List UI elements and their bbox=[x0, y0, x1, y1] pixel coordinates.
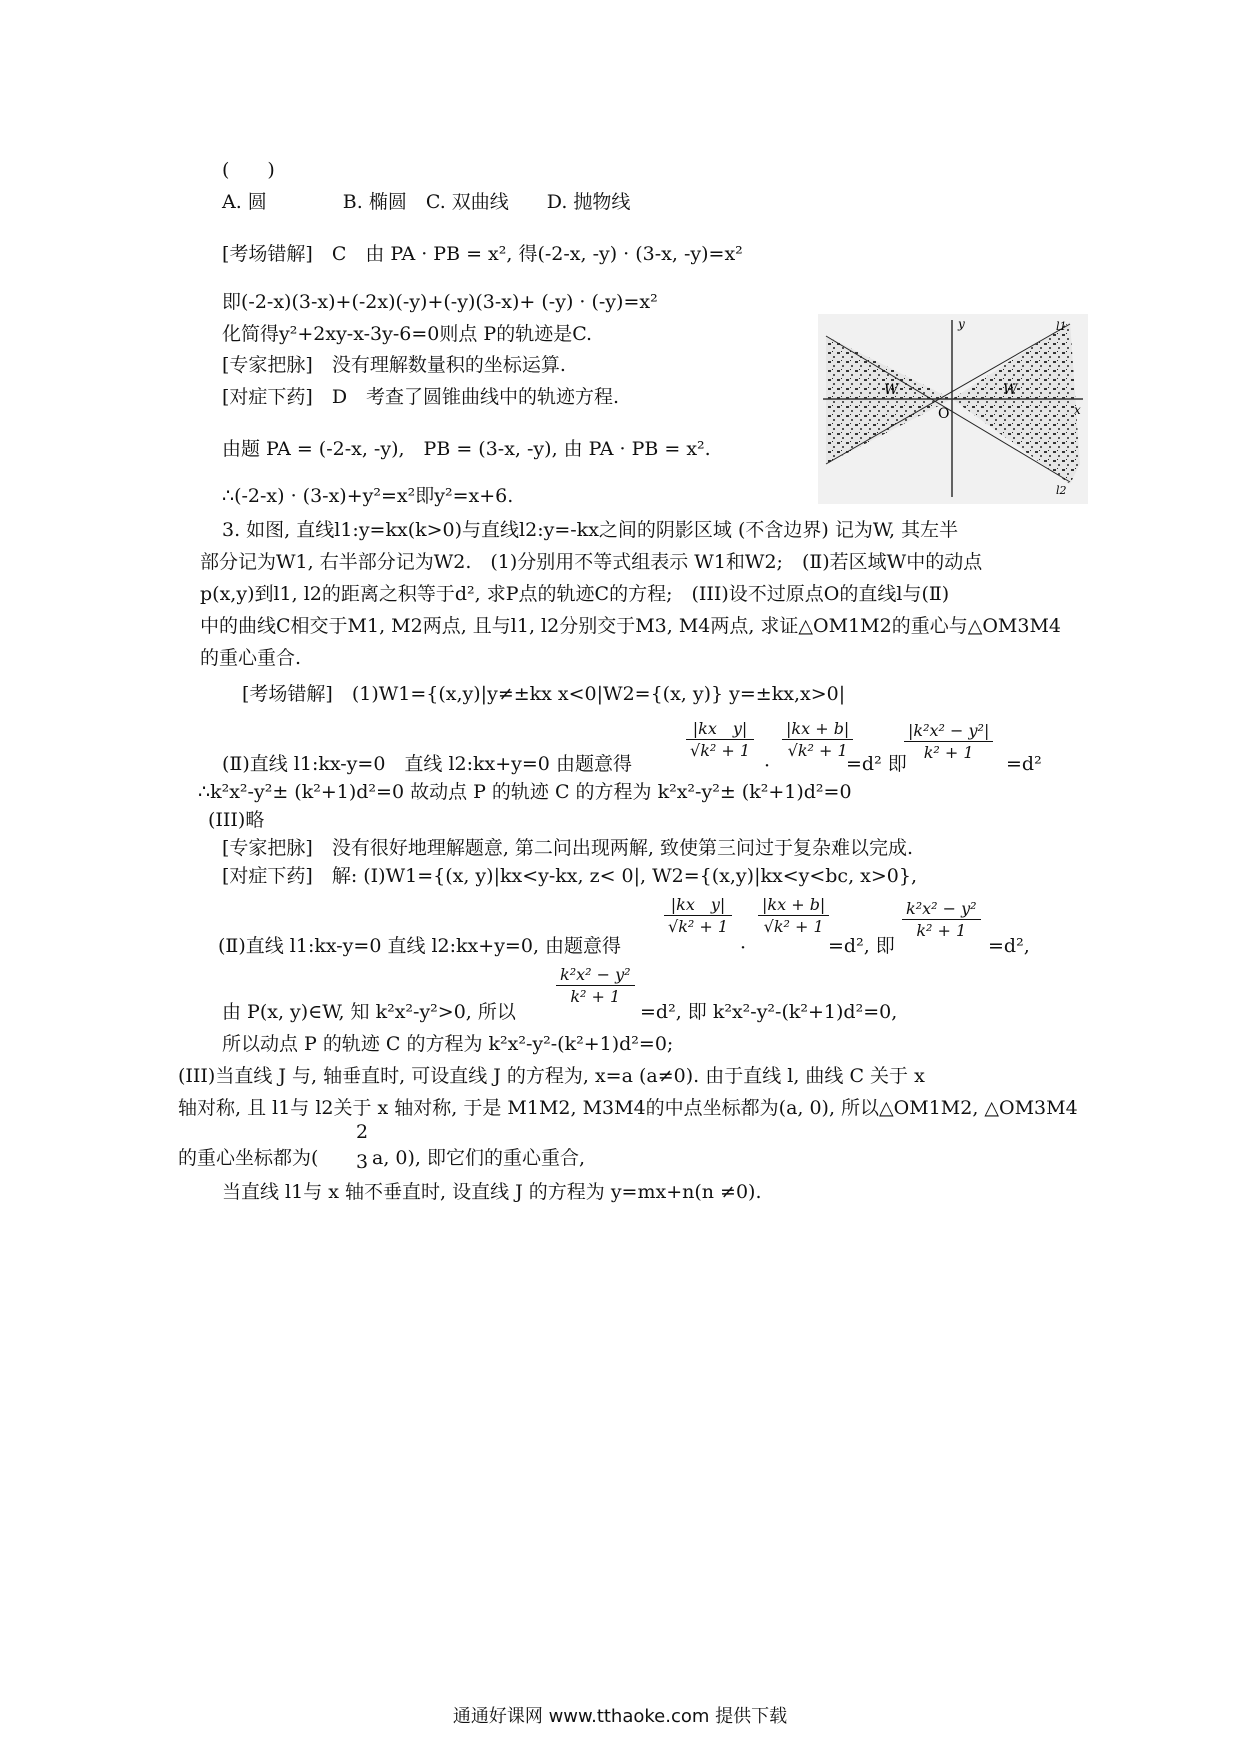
dot-1: · bbox=[764, 755, 771, 777]
fraction-4 bbox=[664, 896, 732, 936]
cure-equals-2: =d², bbox=[988, 935, 1030, 957]
cure-line-4: 所以动点 P 的轨迹 C 的方程为 k²x²-y²-(k²+1)d²=0; bbox=[222, 1033, 674, 1055]
fraction-2 bbox=[782, 720, 853, 760]
fraction-2-den-text: k² + 1 bbox=[797, 741, 848, 760]
centroid-fraction-num: 2 bbox=[356, 1121, 369, 1143]
cure-line-8: 当直线 l1与 x 轴不垂直时, 设直线 J 的方程为 y=mx+n(n ≠0). bbox=[222, 1181, 762, 1203]
wrong-b-line-3: ∴k²x²-y²± (k²+1)d²=0 故动点 P 的轨迹 C 的方程为 k²x²-y²± (k²+1)d²=0 bbox=[198, 781, 852, 803]
fraction-6 bbox=[902, 900, 981, 940]
fraction-6-num: k²x² − y² bbox=[906, 899, 977, 918]
cure-line-3b: =d², 即 k²x²-y²-(k²+1)d²=0, bbox=[640, 1001, 898, 1023]
x-axis-label: x bbox=[1074, 403, 1081, 417]
fraction-5-den: √k² + 1 bbox=[758, 915, 829, 936]
wrong-b-equals-1: =d² 即 bbox=[846, 753, 907, 775]
cure-line-5: (III)当直线 J 与, 轴垂直时, 可设直线 J 的方程为, x=a (a≠0). 由于直线 l, 曲线 C 关于 x bbox=[178, 1065, 925, 1087]
wrong-solution-1: [考场错解] C 由 PA · PB = x², 得(-2-x, -y) · (3-x, -y)=x² bbox=[222, 243, 743, 265]
fraction-5 bbox=[758, 896, 829, 936]
fraction-3-den: k² + 1 bbox=[904, 741, 993, 762]
question-3-line-1: 3. 如图, 直线l1:y=kx(k>0)与直线l2:y=-kx之间的阴影区域 (不含边界) 记为W, 其左半 bbox=[222, 519, 959, 541]
wrong-b-line-4: (III)略 bbox=[208, 809, 265, 831]
fraction-1-den: √k² + 1 bbox=[686, 739, 754, 760]
fraction-7 bbox=[556, 966, 635, 1006]
cure-line-7: 的重心坐标都为( bbox=[178, 1147, 319, 1169]
cure-equals-1: =d², 即 bbox=[828, 935, 895, 957]
w-right-label: W bbox=[1003, 382, 1018, 398]
fraction-1-num: |kx y| bbox=[692, 719, 748, 738]
w-left-label: W bbox=[884, 382, 899, 398]
cure-line-7b: a, 0), 即它们的重心重合, bbox=[372, 1147, 586, 1169]
solution-2: ∴(-2-x) · (3-x)+y²=x²即y²=x+6. bbox=[222, 485, 514, 507]
fraction-5-num: |kx + b| bbox=[762, 895, 826, 914]
shaded-region-figure bbox=[818, 314, 1088, 504]
wrong-b-line-1: [考场错解] (1)W1={(x,y)|y≠±kx x<0|W2={(x, y)} y=±kx,x>0| bbox=[242, 683, 846, 705]
solution-1: 由题 PA = (-2-x, -y), PB = (3-x, -y), 由 PA · PB = x². bbox=[222, 438, 711, 460]
fraction-7-num: k²x² − y² bbox=[560, 965, 631, 984]
wrong-solution-3: 化简得y²+2xy-x-3y-6=0则点 P的轨迹是C. bbox=[222, 323, 593, 345]
centroid-fraction-den: 3 bbox=[356, 1151, 369, 1173]
cure-note-1: [对症下药] D 考查了圆锥曲线中的轨迹方程. bbox=[222, 386, 620, 408]
l2-label: l2 bbox=[1056, 484, 1067, 497]
cure-line-3: 由 P(x, y)∈W, 知 k²x²-y²>0, 所以 bbox=[222, 1001, 516, 1023]
fraction-5-den-text: k² + 1 bbox=[773, 917, 824, 936]
expert-note-1: [专家把脉] 没有理解数量积的坐标运算. bbox=[222, 354, 566, 376]
wrong-b-equals-2: =d² bbox=[1006, 753, 1042, 775]
fraction-6-den: k² + 1 bbox=[902, 919, 981, 940]
fraction-1 bbox=[686, 720, 754, 760]
fraction-4-den-text: k² + 1 bbox=[678, 917, 729, 936]
fraction-1-den-text: k² + 1 bbox=[700, 741, 751, 760]
wrong-b-line-2: (Ⅱ)直线 l1:kx-y=0 直线 l2:kx+y=0 由题意得 bbox=[222, 753, 632, 775]
fraction-2-den: √k² + 1 bbox=[782, 739, 853, 760]
fraction-7-den: k² + 1 bbox=[556, 985, 635, 1006]
question-3-line-3: p(x,y)到l1, l2的距离之积等于d², 求P点的轨迹C的方程; (III)设不过原点O的直线l与(Ⅱ) bbox=[200, 583, 950, 605]
fraction-4-den: √k² + 1 bbox=[664, 915, 732, 936]
l1-label: l1 bbox=[1056, 320, 1067, 333]
fraction-3-num: |k²x² − y²| bbox=[908, 721, 990, 740]
fraction-2-num: |kx + b| bbox=[786, 719, 850, 738]
question-3-line-4: 中的曲线C相交于M1, M2两点, 且与l1, l2分别交于M3, M4两点, 求证△OM1M2的重心与△OM3M4 bbox=[200, 615, 1061, 637]
options-line: A. 圆 B. 椭圆 C. 双曲线 D. 抛物线 bbox=[222, 191, 631, 213]
cure-line-1: [对症下药] 解: (I)W1={(x, y)|kx<y-kx, z< 0|, W2={(x,y)|kx<y<bc, x>0}, bbox=[222, 865, 918, 887]
fraction-3 bbox=[904, 722, 993, 762]
page-footer: 通通好课网 www.tthaoke.com 提供下载 bbox=[452, 1706, 788, 1727]
y-axis-label: y bbox=[958, 317, 965, 331]
answer-paren: ( ) bbox=[222, 159, 275, 181]
cure-line-2: (Ⅱ)直线 l1:kx-y=0 直线 l2:kx+y=0, 由题意得 bbox=[218, 935, 622, 957]
expert-note-2: [专家把脉] 没有很好地理解题意, 第二问出现两解, 致使第三问过于复杂难以完成. bbox=[222, 837, 914, 859]
dot-2: · bbox=[740, 937, 747, 959]
wrong-solution-2: 即(-2-x)(3-x)+(-2x)(-y)+(-y)(3-x)+ (-y) · (-y)=x² bbox=[222, 291, 658, 313]
cure-line-6: 轴对称, 且 l1与 l2关于 x 轴对称, 于是 M1M2, M3M4的中点坐标都为(a, 0), 所以△OM1M2, △OM3M4 bbox=[178, 1097, 1078, 1119]
question-3-line-2: 部分记为W1, 右半部分记为W2. (1)分别用不等式组表示 W1和W2; (Ⅱ)若区域W中的动点 bbox=[200, 551, 983, 573]
question-3-line-5: 的重心重合. bbox=[200, 647, 302, 669]
fraction-4-num: |kx y| bbox=[670, 895, 726, 914]
origin-label: O bbox=[938, 406, 950, 422]
